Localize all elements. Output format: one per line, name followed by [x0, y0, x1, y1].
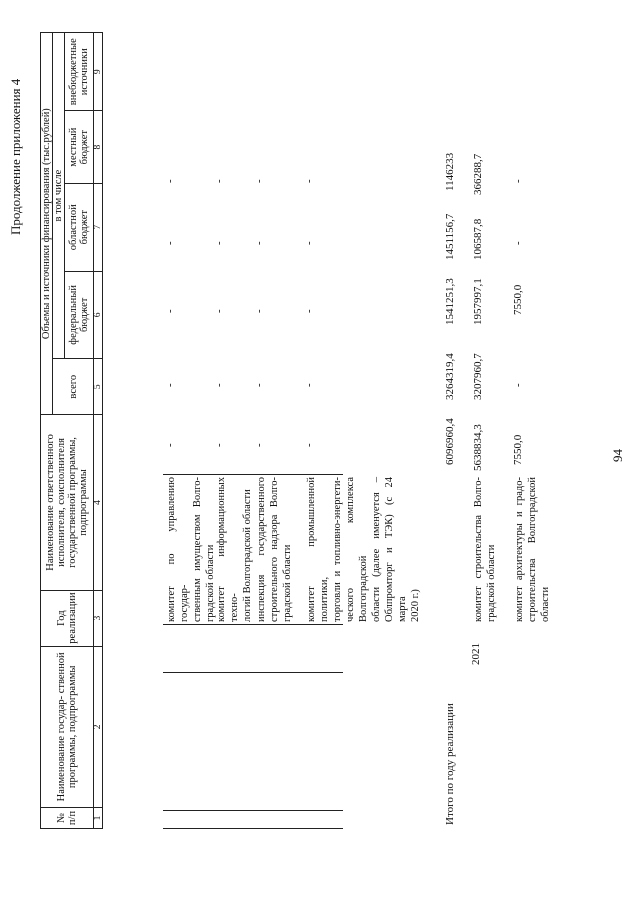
total-value-regional: 1541251,3: [444, 278, 456, 325]
row-name-line: Облпромторг и ТЭК) (с 24 марта: [384, 477, 408, 622]
year-label: 2021: [470, 643, 482, 665]
col-num-5: 5: [94, 359, 103, 415]
value-regional: 1957997,1: [472, 278, 484, 325]
col-num-7: 7: [94, 183, 103, 271]
row-name-line: области: [540, 586, 551, 622]
col-num-8: 8: [94, 111, 103, 183]
total-value-all: 6096960,4: [444, 418, 456, 465]
value-regional: -: [213, 309, 225, 313]
col-num-6: 6: [94, 271, 103, 359]
row-name-line: градской области: [205, 544, 216, 622]
row-name-line: логий Волгоградской области: [242, 489, 253, 622]
value-local: 106587,8: [472, 218, 484, 260]
col-num-4: 4: [94, 415, 103, 590]
header-col-executor: Наименование ответственного исполнителя, соисполнителя государственной программы, подпрограммы: [41, 415, 94, 590]
value-local: -: [253, 241, 265, 245]
row-name-line: комитет по управлению государ-: [166, 477, 190, 622]
value-total: -: [164, 443, 176, 447]
header-offbudget: внебюджетные источники: [65, 33, 94, 111]
value-offbudget: -: [213, 179, 225, 183]
value-offbudget: -: [303, 179, 315, 183]
header-local: местный бюджет: [65, 111, 94, 183]
row-name-line: комитет информационных техно-: [216, 477, 240, 622]
column-line: [163, 624, 343, 625]
value-regional: -: [253, 309, 265, 313]
row-name-line: инспекция государственного: [256, 477, 267, 622]
value-federal: 3207960,7: [472, 353, 484, 400]
total-value-local: 1451156,7: [444, 213, 456, 260]
value-offbudget: -: [512, 179, 524, 183]
value-federal: -: [164, 383, 176, 387]
header-total: всего: [53, 359, 94, 415]
row-name-line: комитет архитектуры и градо-: [514, 477, 525, 622]
value-local: -: [303, 241, 315, 245]
row-name-line: области (далее именуется –: [371, 477, 382, 622]
col-num-9: 9: [94, 33, 103, 111]
total-value-offbudget: 1146233: [444, 152, 456, 191]
col-num-3: 3: [94, 590, 103, 646]
value-federal: -: [303, 383, 315, 387]
column-line: [163, 810, 343, 811]
column-line: [163, 828, 343, 829]
value-federal: -: [253, 383, 265, 387]
header-col-year: Год реализации: [41, 590, 94, 646]
value-local: -: [213, 241, 225, 245]
total-label: Итого по году реализации: [444, 703, 456, 825]
value-total: -: [253, 443, 265, 447]
value-regional: 7550,0: [512, 284, 524, 315]
row-name-line: строительного надзора Волго-: [269, 477, 280, 622]
value-total: -: [213, 443, 225, 447]
row-name-line: градской области: [486, 544, 497, 622]
table-header: [40, 32, 103, 829]
row-name-line: комитет строительства Волго-: [473, 477, 484, 622]
value-offbudget: -: [253, 179, 265, 183]
value-federal: -: [213, 383, 225, 387]
header-funding: Объемы и источники финансирования (тыс.рублей): [41, 33, 53, 415]
value-offbudget: 366288,7: [472, 153, 484, 195]
header-col-program: Наименование государ- ственной программы, подпрограммы: [41, 646, 94, 807]
value-offbudget: -: [164, 179, 176, 183]
value-local: -: [512, 241, 524, 245]
value-local: -: [164, 241, 176, 245]
column-line: [163, 474, 343, 475]
value-total: 5638834,3: [472, 424, 484, 471]
row-name-line: ственным имуществом Волго-: [192, 477, 203, 622]
row-name-line: градской области: [282, 544, 293, 622]
row-name-line: торговли и топливно-энергети-: [332, 477, 343, 622]
row-name-line: ческого комплекса Волгоградской: [345, 477, 369, 622]
header-col-number: № п/п: [41, 807, 94, 828]
row-name-line: строительства Волгоградской: [527, 477, 538, 622]
value-regional: -: [164, 309, 176, 313]
page-number: 94: [610, 449, 625, 462]
row-name-line: 2020 г.): [410, 589, 421, 622]
header-regional: областной бюджет: [65, 183, 94, 271]
value-regional: -: [303, 309, 315, 313]
continuation-note: Продолжение приложения 4: [8, 78, 23, 235]
row-name-line: комитет промышленной политики,: [306, 477, 330, 622]
total-value-federal: 3264319,4: [444, 353, 456, 400]
value-total: -: [303, 443, 315, 447]
value-total: 7550,0: [512, 434, 524, 465]
header-federal: федеральный бюджет: [65, 271, 94, 359]
column-line: [163, 672, 343, 673]
header-including: в том числе: [53, 33, 65, 359]
col-num-1: 1: [94, 807, 103, 828]
value-federal: -: [512, 383, 524, 387]
col-num-2: 2: [94, 646, 103, 807]
